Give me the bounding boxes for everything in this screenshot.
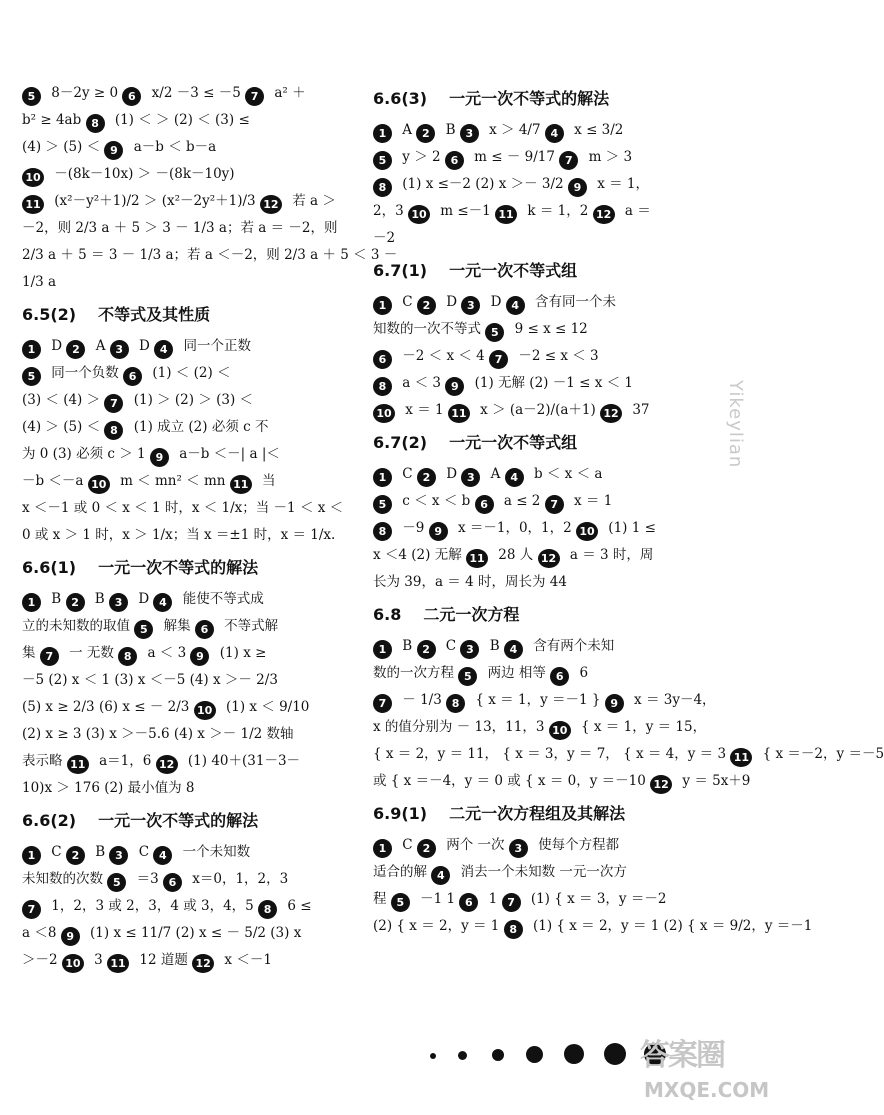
question-number-badge: 9 [605, 694, 624, 713]
answer-line: 1 C 2 D 3 A 4 b ＜ x ＜ a [373, 461, 703, 488]
question-number-badge: 10 [88, 475, 110, 494]
question-number-badge: 11 [466, 549, 488, 568]
answer-line: 10 －(8k－10x) ＞ －(8k－10y) [22, 161, 352, 188]
answer-line: 未知数的次数 5 ＝3 6 x＝0，1，2，3 [22, 866, 352, 893]
question-number-badge: 12 [192, 954, 214, 973]
dot [430, 1053, 436, 1059]
question-number-badge: 6 [195, 620, 214, 639]
section-number: 6.7(2) [373, 433, 428, 452]
answer-line: 1 C 2 两个 一次 3 使每个方程都 [373, 832, 703, 859]
section-heading [373, 602, 703, 625]
question-number-badge: 12 [538, 549, 560, 568]
section-heading [373, 430, 703, 453]
question-number-badge: 8 [373, 522, 392, 541]
answer-line: 知数的一次不等式 5 9 ≤ x ≤ 12 [373, 316, 703, 343]
question-number-badge: 4 [545, 124, 564, 143]
answer-line: 1 C 2 B 3 C 4 一个未知数 [22, 839, 352, 866]
question-number-badge: 8 [86, 114, 105, 133]
answer-line: 11 (x²－y²＋1)/2 ＞ (x²－2y²＋1)/3 12 若 a ＞ [22, 188, 352, 215]
answer-line: 6 －2 ＜ x ＜ 4 7 －2 ≤ x ＜ 3 [373, 343, 703, 370]
question-number-badge: 9 [104, 141, 123, 160]
dot [526, 1046, 543, 1063]
question-number-badge: 12 [650, 775, 672, 794]
dot [458, 1051, 467, 1060]
question-number-badge: 1 [373, 468, 392, 487]
question-number-badge: 7 [559, 151, 578, 170]
answer-line: 8 a ＜ 3 9 (1) 无解 (2) －1 ≤ x ＜ 1 [373, 370, 703, 397]
question-number-badge: 3 [109, 593, 128, 612]
dot [564, 1044, 584, 1064]
answer-line: 表示略 11 a＝1，6 12 (1) 40＋(31－3－ [22, 748, 352, 775]
answer-line: 1 A 2 B 3 x ＞ 4/7 4 x ≤ 3/2 [373, 117, 703, 144]
question-number-badge: 3 [110, 340, 129, 359]
stamp-logo-text: 答案圈 [640, 1038, 724, 1073]
question-number-badge: 5 [22, 87, 41, 106]
section-heading [373, 258, 703, 281]
answer-line: 10)x ＞ 176 (2) 最小值为 8 [22, 780, 195, 796]
question-number-badge: 6 [459, 893, 478, 912]
question-number-badge: 10 [373, 404, 395, 423]
answer-line: 7 1，2，3 或 2，3，4 或 3，4，5 8 6 ≤ [22, 893, 352, 920]
question-number-badge: 12 [260, 195, 282, 214]
question-number-badge: 2 [417, 468, 436, 487]
question-number-badge: 3 [461, 296, 480, 315]
answer-line: 5 c ＜ x ＜ b 6 a ≤ 2 7 x ＝ 1 [373, 488, 703, 515]
question-number-badge: 8 [373, 377, 392, 396]
question-number-badge: 8 [118, 647, 137, 666]
answer-line: (4) ＞ (5) ＜ 8 (1) 成立 (2) 必须 c 不 [22, 414, 352, 441]
section-title: 二元一次方程 [423, 605, 520, 624]
answer-line: －5 (2) x ＜ 1 (3) x ＜－5 (4) x ＞－ 2/3 [22, 672, 278, 688]
question-number-badge: 1 [22, 340, 41, 359]
question-number-badge: 2 [66, 846, 85, 865]
answer-line: x ＜－1 或 0 ＜ x ＜ 1 时，x ＜ 1/x；当 －1 ＜ x ＜ [22, 500, 344, 516]
question-number-badge: 5 [22, 367, 41, 386]
question-number-badge: 3 [509, 839, 528, 858]
question-number-badge: 9 [429, 522, 448, 541]
answer-line: x 的值分别为 － 13，11，3 10 { x ＝ 1，y ＝ 15， [373, 714, 703, 741]
answer-line: 集 7 一 无数 8 a ＜ 3 9 (1) x ≥ [22, 640, 352, 667]
section-number: 6.8 [373, 605, 402, 624]
question-number-badge: 10 [194, 701, 216, 720]
question-number-badge: 6 [373, 350, 392, 369]
question-number-badge: 10 [62, 954, 84, 973]
question-number-badge: 1 [373, 296, 392, 315]
question-number-badge: 5 [134, 620, 153, 639]
question-number-badge: 4 [431, 866, 450, 885]
section-title: 不等式及其性质 [98, 305, 211, 324]
answer-line: 5 8－2y ≥ 0 6 x/2 －3 ≤ －5 7 a² ＋ [22, 80, 352, 107]
question-number-badge: 8 [373, 178, 392, 197]
question-number-badge: 12 [600, 404, 622, 423]
section-heading [22, 555, 352, 578]
question-number-badge: 2 [417, 839, 436, 858]
question-number-badge: 9 [150, 448, 169, 467]
answer-line: 2，3 10 m ≤－1 11 k ＝ 1，2 12 a ＝ [373, 198, 703, 225]
answer-line: 7 － 1/3 8 { x ＝ 1，y ＝－1 } 9 x ＝ 3y－4， [373, 687, 703, 714]
question-number-badge: 11 [22, 195, 44, 214]
section-heading [373, 86, 703, 109]
question-number-badge: 1 [22, 846, 41, 865]
answer-line: －b ＜－a 10 m ＜ mn² ＜ mn 11 当 [22, 468, 352, 495]
section-number: 6.7(1) [373, 261, 428, 280]
question-number-badge: 12 [156, 755, 178, 774]
section-heading [373, 801, 703, 824]
question-number-badge: 1 [22, 593, 41, 612]
section-number: 6.6(3) [373, 89, 428, 108]
section-title: 二元一次方程组及其解法 [449, 804, 626, 823]
question-number-badge: 5 [391, 893, 410, 912]
question-number-badge: 2 [66, 593, 85, 612]
question-number-badge: 7 [545, 495, 564, 514]
question-number-badge: 2 [417, 640, 436, 659]
answer-line: 数的一次方程 5 两边 相等 6 6 [373, 660, 703, 687]
question-number-badge: 7 [104, 394, 123, 413]
answer-line: ＞－2 10 3 11 12 道题 12 x ＜－1 [22, 947, 352, 974]
question-number-badge: 2 [417, 296, 436, 315]
question-number-badge: 11 [448, 404, 470, 423]
answer-line: 8 －9 9 x ＝－1，0，1，2 10 (1) 1 ≤ [373, 515, 703, 542]
question-number-badge: 3 [460, 124, 479, 143]
question-number-badge: 11 [730, 748, 752, 767]
section-number: 6.9(1) [373, 804, 428, 823]
answer-line: 程 5 －1 1 6 1 7 (1) { x ＝ 3，y ＝－2 [373, 886, 703, 913]
section-title: 一元一次不等式组 [449, 433, 578, 452]
question-number-badge: 4 [505, 468, 524, 487]
section-title: 一元一次不等式的解法 [98, 558, 259, 577]
question-number-badge: 7 [22, 900, 41, 919]
question-number-badge: 4 [506, 296, 525, 315]
answer-line: －2，则 2/3 a ＋ 5 ＞ 3 － 1/3 a；若 a ＝ －2，则 [22, 220, 338, 236]
question-number-badge: 10 [549, 721, 571, 740]
question-number-badge: 3 [109, 846, 128, 865]
question-number-badge: 3 [461, 468, 480, 487]
section-number: 6.5(2) [22, 305, 77, 324]
section-title: 一元一次不等式的解法 [98, 811, 259, 830]
question-number-badge: 3 [460, 640, 479, 659]
question-number-badge: 10 [408, 205, 430, 224]
section-heading [22, 302, 352, 325]
answer-line: －2 [373, 230, 396, 246]
answer-line: (2) { x ＝ 2，y ＝ 1 8 (1) { x ＝ 2，y ＝ 1 (2) { x ＝ 9/2，y ＝－1 [373, 913, 703, 940]
question-number-badge: 5 [373, 495, 392, 514]
answer-line: 长为 39，a ＝ 4 时，周长为 44 [373, 574, 567, 590]
answer-line: (2) x ≥ 3 (3) x ＞－5.6 (4) x ＞－ 1/2 数轴 [22, 726, 294, 742]
question-number-badge: 6 [445, 151, 464, 170]
question-number-badge: 1 [373, 839, 392, 858]
question-number-badge: 6 [123, 367, 142, 386]
question-number-badge: 6 [550, 667, 569, 686]
question-number-badge: 4 [504, 640, 523, 659]
question-number-badge: 2 [66, 340, 85, 359]
answer-line: 0 或 x ＞ 1 时，x ＞ 1/x；当 x ＝±1 时，x ＝ 1/x. [22, 527, 336, 543]
answer-line: 8 (1) x ≤－2 (2) x ＞－ 3/2 9 x ＝ 1， [373, 171, 703, 198]
answer-line: (3) ＜ (4) ＞ 7 (1) ＞ (2) ＞ (3) ＜ [22, 387, 352, 414]
question-number-badge: 9 [445, 377, 464, 396]
section-number: 6.6(1) [22, 558, 77, 577]
dot [492, 1049, 504, 1061]
question-number-badge: 7 [502, 893, 521, 912]
side-watermark: Yikeylian [725, 380, 746, 469]
question-number-badge: 8 [446, 694, 465, 713]
question-number-badge: 5 [373, 151, 392, 170]
answer-line: b² ≥ 4ab 8 (1) ＜ ＞ (2) ＜ (3) ≤ [22, 107, 352, 134]
question-number-badge: 9 [61, 927, 80, 946]
question-number-badge: 7 [40, 647, 59, 666]
answer-line: 1 D 2 A 3 D 4 同一个正数 [22, 333, 352, 360]
question-number-badge: 11 [107, 954, 129, 973]
question-number-badge: 6 [475, 495, 494, 514]
answer-line: 或 { x ＝－4，y ＝ 0 或 { x ＝ 0，y ＝－10 12 y ＝ 5x＋9 [373, 768, 703, 795]
answer-line: (4) ＞ (5) ＜ 9 a－b ＜ b－a [22, 134, 352, 161]
answer-line: 5 y ＞ 2 6 m ≤ － 9/17 7 m ＞ 3 [373, 144, 703, 171]
question-number-badge: 4 [153, 593, 172, 612]
question-number-badge: 8 [504, 920, 523, 939]
question-number-badge: 9 [568, 178, 587, 197]
question-number-badge: 5 [458, 667, 477, 686]
answer-line: 5 同一个负数 6 (1) ＜ (2) ＜ [22, 360, 352, 387]
section-title: 一元一次不等式组 [449, 261, 578, 280]
section-number: 6.6(2) [22, 811, 77, 830]
answer-line: 10 x ＝ 1 11 x ＞ (a－2)/(a＋1) 12 37 [373, 397, 703, 424]
question-number-badge: 5 [107, 873, 126, 892]
question-number-badge: 2 [416, 124, 435, 143]
answer-line: x ＜4 (2) 无解 11 28 人 12 a ＝ 3 时，周 [373, 542, 703, 569]
answer-line: (5) x ≥ 2/3 (6) x ≤ － 2/3 10 (1) x ＜ 9/10 [22, 694, 352, 721]
question-number-badge: 10 [22, 168, 44, 187]
question-number-badge: 9 [190, 647, 209, 666]
question-number-badge: 7 [489, 350, 508, 369]
site-watermark-stamp [640, 1030, 770, 1115]
answer-line: 1/3 a [22, 274, 57, 290]
dot [604, 1043, 626, 1065]
question-number-badge: 8 [258, 900, 277, 919]
question-number-badge: 4 [154, 340, 173, 359]
question-number-badge: 5 [485, 323, 504, 342]
answer-line: 立的未知数的取值 5 解集 6 不等式解 [22, 613, 352, 640]
question-number-badge: 11 [230, 475, 252, 494]
question-number-badge: 1 [373, 124, 392, 143]
question-number-badge: 6 [163, 873, 182, 892]
answer-line: 适合的解 4 消去一个未知数 一元一次方 [373, 859, 703, 886]
question-number-badge: 11 [67, 755, 89, 774]
section-heading [22, 808, 352, 831]
answer-line: 1 B 2 C 3 B 4 含有两个未知 [373, 633, 703, 660]
answer-line: 1 C 2 D 3 D 4 含有同一个未 [373, 289, 703, 316]
answer-line: 1 B 2 B 3 D 4 能使不等式成 [22, 586, 352, 613]
answer-line: { x ＝ 2，y ＝ 11， { x ＝ 3，y ＝ 7， { x ＝ 4，y ＝ 3 11 { x ＝－2，y ＝－5 [373, 741, 703, 768]
question-number-badge: 7 [373, 694, 392, 713]
answer-line: 2/3 a ＋ 5 ＝ 3 － 1/3 a；若 a ＜－2，则 2/3 a ＋ 5 ＜ 3 － [22, 247, 398, 263]
question-number-badge: 6 [122, 87, 141, 106]
question-number-badge: 4 [153, 846, 172, 865]
question-number-badge: 10 [576, 522, 598, 541]
question-number-badge: 11 [495, 205, 517, 224]
answer-line: 为 0 (3) 必须 c ＞ 1 9 a－b ＜－| a |＜ [22, 441, 352, 468]
answer-line: a ＜8 9 (1) x ≤ 11/7 (2) x ≤ － 5/2 (3) x [22, 920, 352, 947]
question-number-badge: 8 [104, 421, 123, 440]
section-title: 一元一次不等式的解法 [449, 89, 610, 108]
question-number-badge: 12 [593, 205, 615, 224]
stamp-url-text: MXQE.COM [644, 1078, 770, 1102]
question-number-badge: 1 [373, 640, 392, 659]
question-number-badge: 7 [245, 87, 264, 106]
